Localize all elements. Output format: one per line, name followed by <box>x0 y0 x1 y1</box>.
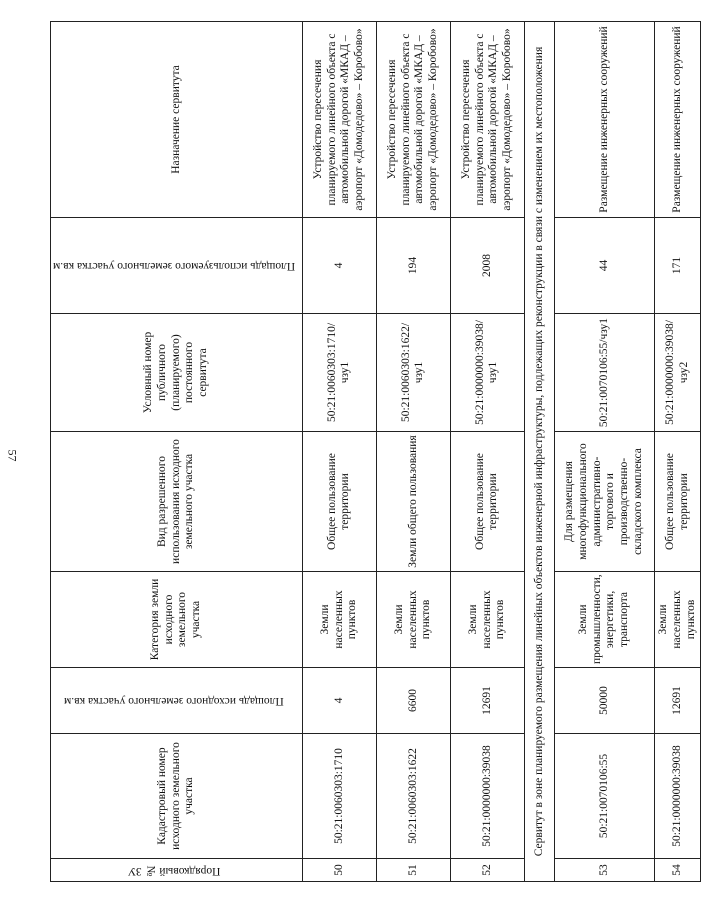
cell-land-category: Земли промышленности, энергетики, транспорта <box>554 572 654 668</box>
cell-cadastral-number: 50:21:0000000:39038 <box>450 734 524 859</box>
servitude-table <box>50 21 701 882</box>
rotated-page <box>50 22 697 882</box>
table-row <box>654 22 700 882</box>
cell-easement-purpose: Размещение инженерных сооружений <box>654 22 700 218</box>
cell-easement-number: 50:21:0060303:1710/чзу1 <box>302 314 376 432</box>
cell-easement-purpose: Устройство пересечения планируемого линейного объекта с автомобильной дорогой «МКАД – аэропорт «Домодедово» – Коробово» <box>450 22 524 218</box>
cell-row-number: 52 <box>450 859 524 882</box>
cell-source-area: 4 <box>302 668 376 734</box>
cell-land-category: Земли населенных пунктов <box>654 572 700 668</box>
header-permitted-use: Вид разрешенного использования исходного земельного участка <box>51 432 303 572</box>
header-easement-purpose: Назначение сервитута <box>51 22 303 218</box>
table-row <box>376 22 450 882</box>
header-easement-number: Условный номер публичного (планируемого) постоянного сервитута <box>51 314 303 432</box>
table-header-row <box>51 22 303 882</box>
cell-easement-purpose: Устройство пересечения планируемого линейного объекта с автомобильной дорогой «МКАД – аэропорт «Домодедово» – Коробово» <box>302 22 376 218</box>
header-cadastral-number: Кадастровый номер исходного земельного участка <box>51 734 303 859</box>
cell-easement-purpose: Размещение инженерных сооружений <box>554 22 654 218</box>
cell-permitted-use: Общее пользование территории <box>654 432 700 572</box>
cell-easement-number: 50:21:0070106:55/чзу1 <box>554 314 654 432</box>
header-land-category: Категория земли исходного земельного участка <box>51 572 303 668</box>
cell-easement-number: 50:21:0000000:39038/чзу1 <box>450 314 524 432</box>
cell-cadastral-number: 50:21:0000000:39038 <box>654 734 700 859</box>
page-number: 57 <box>5 449 20 462</box>
cell-row-number: 53 <box>554 859 654 882</box>
section-title: Сервитут в зоне планируемого размещения линейных объектов инженерной инфраструктуры, подлежащих реконструкции в связи с изменением их местоположения <box>524 22 554 882</box>
cell-used-area: 171 <box>654 218 700 314</box>
header-used-area: Площадь используемого земельного участка кв.м <box>51 218 303 314</box>
cell-land-category: Земли населенных пунктов <box>450 572 524 668</box>
cell-used-area: 194 <box>376 218 450 314</box>
cell-easement-number: 50:21:0000000:39038/чзу2 <box>654 314 700 432</box>
table-row <box>302 22 376 882</box>
cell-used-area: 4 <box>302 218 376 314</box>
cell-row-number: 51 <box>376 859 450 882</box>
header-row-number: Порядковый № ЗУ <box>51 859 303 882</box>
servitude-table-frame <box>50 22 697 882</box>
table-row <box>554 22 654 882</box>
cell-permitted-use: Общее пользование территории <box>302 432 376 572</box>
table-row <box>450 22 524 882</box>
cell-permitted-use: Земли общего пользования <box>376 432 450 572</box>
cell-cadastral-number: 50:21:0060303:1622 <box>376 734 450 859</box>
cell-source-area: 12691 <box>654 668 700 734</box>
cell-cadastral-number: 50:21:0060303:1710 <box>302 734 376 859</box>
cell-used-area: 44 <box>554 218 654 314</box>
cell-permitted-use: Для размещения многофункционального административно-торгового и производственно-складского комплекса <box>554 432 654 572</box>
cell-row-number: 50 <box>302 859 376 882</box>
cell-used-area: 2008 <box>450 218 524 314</box>
cell-cadastral-number: 50:21:0070106:55 <box>554 734 654 859</box>
header-source-area: Площадь исходного земельного участка кв.м <box>51 668 303 734</box>
section-row <box>524 22 554 882</box>
cell-source-area: 12691 <box>450 668 524 734</box>
cell-easement-purpose: Устройство пересечения планируемого линейного объекта с автомобильной дорогой «МКАД – аэропорт «Домодедово» – Коробово» <box>376 22 450 218</box>
cell-land-category: Земли населенных пунктов <box>302 572 376 668</box>
cell-source-area: 50000 <box>554 668 654 734</box>
cell-permitted-use: Общее пользование территории <box>450 432 524 572</box>
cell-source-area: 6600 <box>376 668 450 734</box>
cell-row-number: 54 <box>654 859 700 882</box>
cell-easement-number: 50:21:0060303:1622/чзу1 <box>376 314 450 432</box>
cell-land-category: Земли населенных пунктов <box>376 572 450 668</box>
